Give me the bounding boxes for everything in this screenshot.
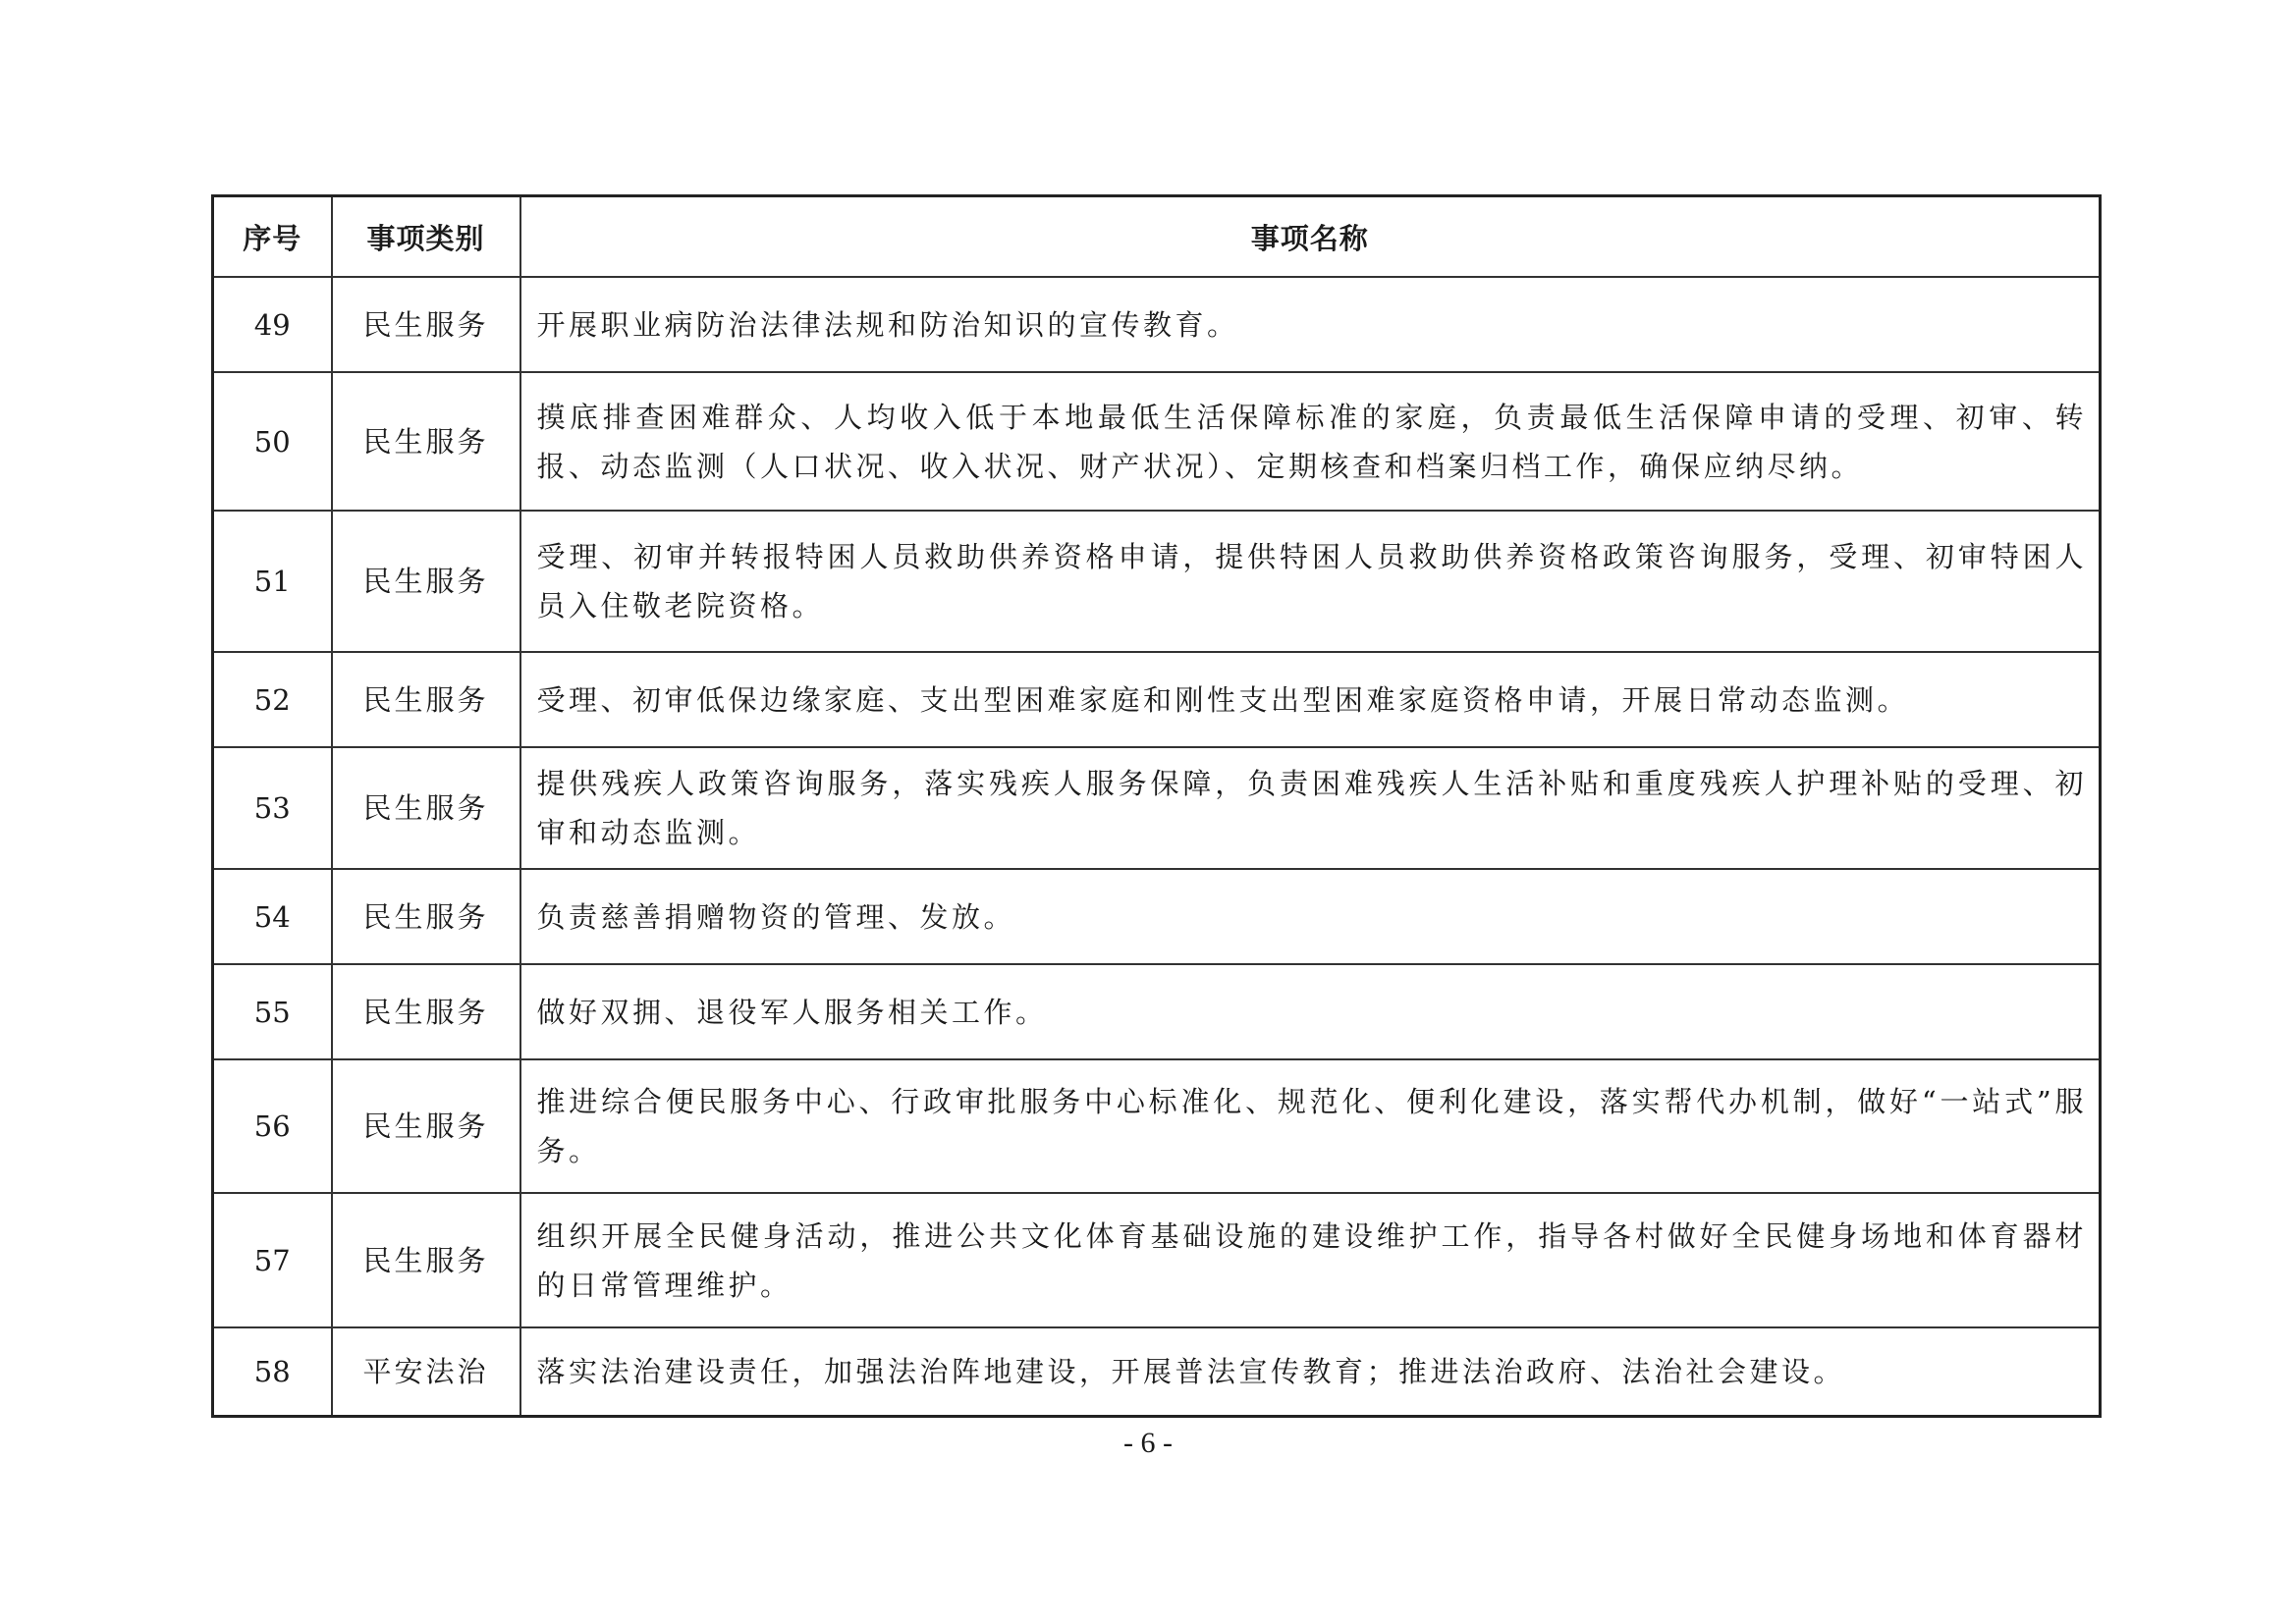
row-name: 做好双拥、退役军人服务相关工作。: [520, 964, 2101, 1059]
row-name: 受理、初审并转报特困人员救助供养资格申请，提供特困人员救助供养资格政策咨询服务，受理、初审特困人员入住敬老院资格。: [520, 511, 2101, 652]
row-name: 摸底排查困难群众、人均收入低于本地最低生活保障标准的家庭，负责最低生活保障申请的受理、初审、转报、动态监测（人口状况、收入状况、财产状况）、定期核查和档案归档工作，确保应纳尽纳。: [520, 372, 2101, 511]
page-number: - 6 -: [1123, 1427, 1173, 1459]
row-name: 推进综合便民服务中心、行政审批服务中心标准化、规范化、便利化建设，落实帮代办机制，做好“一站式”服务。: [520, 1059, 2101, 1193]
header-category: 事项类别: [332, 196, 520, 278]
row-category: 民生服务: [332, 964, 520, 1059]
row-category: 平安法治: [332, 1327, 520, 1416]
row-no: 51: [213, 511, 332, 652]
row-category: 民生服务: [332, 1059, 520, 1193]
table-row: [213, 1327, 2101, 1416]
table-row: [213, 747, 2101, 869]
row-category: 民生服务: [332, 652, 520, 747]
row-category: 民生服务: [332, 511, 520, 652]
row-no: 56: [213, 1059, 332, 1193]
table-row: [213, 372, 2101, 511]
table-header-row: [213, 196, 2101, 278]
table-row: [213, 511, 2101, 652]
row-category: 民生服务: [332, 869, 520, 964]
row-no: 53: [213, 747, 332, 869]
table-row: [213, 652, 2101, 747]
row-name: 提供残疾人政策咨询服务，落实残疾人服务保障，负责困难残疾人生活补贴和重度残疾人护理补贴的受理、初审和动态监测。: [520, 747, 2101, 869]
row-no: 54: [213, 869, 332, 964]
row-category: 民生服务: [332, 277, 520, 372]
row-name: 落实法治建设责任，加强法治阵地建设，开展普法宣传教育；推进法治政府、法治社会建设。: [520, 1327, 2101, 1416]
table-row: [213, 1059, 2101, 1193]
row-no: 57: [213, 1193, 332, 1327]
row-no: 55: [213, 964, 332, 1059]
row-category: 民生服务: [332, 747, 520, 869]
row-name: 负责慈善捐赠物资的管理、发放。: [520, 869, 2101, 964]
table-row: [213, 869, 2101, 964]
row-name: 开展职业病防治法律法规和防治知识的宣传教育。: [520, 277, 2101, 372]
row-no: 52: [213, 652, 332, 747]
row-name: 受理、初审低保边缘家庭、支出型困难家庭和刚性支出型困难家庭资格申请，开展日常动态监测。: [520, 652, 2101, 747]
row-category: 民生服务: [332, 372, 520, 511]
row-name: 组织开展全民健身活动，推进公共文化体育基础设施的建设维护工作，指导各村做好全民健身场地和体育器材的日常管理维护。: [520, 1193, 2101, 1327]
header-name: 事项名称: [520, 196, 2101, 278]
table-row: [213, 277, 2101, 372]
row-no: 58: [213, 1327, 332, 1416]
row-no: 50: [213, 372, 332, 511]
table-row: [213, 1193, 2101, 1327]
header-no: 序号: [213, 196, 332, 278]
row-no: 49: [213, 277, 332, 372]
table-row: [213, 964, 2101, 1059]
items-table: [211, 194, 2102, 1418]
row-category: 民生服务: [332, 1193, 520, 1327]
